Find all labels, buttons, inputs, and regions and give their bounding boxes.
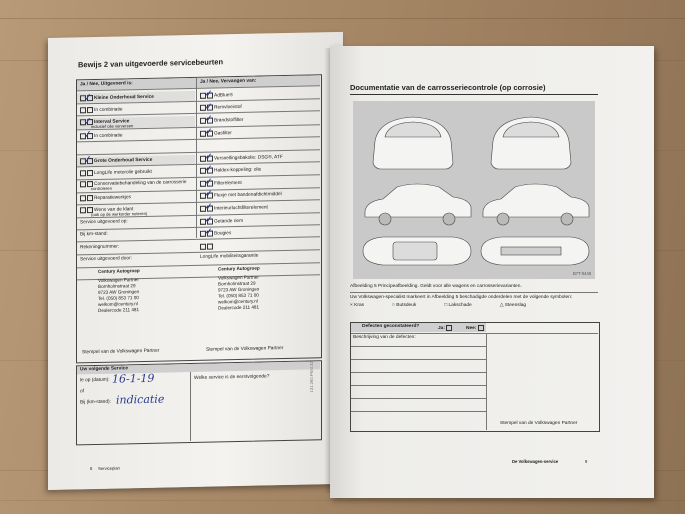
car-axle [501,247,561,255]
stamp-line: Bornholmstraat 29 [218,280,256,287]
stamp-line: Tel. (050) 853 71 00 [218,292,259,299]
col-left-header: Ja / Nee, Uitgevoerd is: [80,81,133,88]
stamp-line: welkom@century.nl [218,298,258,305]
check-mark [206,154,211,159]
row-label: Kleine Onderhoud Service [94,94,154,101]
check-mark [206,217,211,222]
stamp-line: 9723 AW Groningen [98,289,140,295]
row-label: Wens van de klant [94,206,134,213]
row-sublabel: (ook op de werkorder noteren) [91,210,148,218]
figure-caption: Afbeelding 5 Principeafbeelding. Geldt voor alle wagens en carrosserievarianten. [350,284,522,289]
symbol-lakschade: □ Lakschade [444,303,472,308]
write-line [351,346,486,347]
stamp-name: Century Autogroep [218,265,260,272]
car-diagram-drawing [353,101,595,279]
row-sublabel: controleren [91,185,112,192]
of-label: of [80,389,85,395]
row-label: Brandstoffilter [214,117,244,124]
stamp-line: welkom@century.nl [98,301,138,307]
symbol-label: Butsdeuk [396,303,417,308]
footer-section: Servicepian [98,465,120,471]
right-footer-section: De Volkswagen-service [512,459,559,464]
row-label: Bougies [214,230,232,237]
right-footer-page: 9 [585,459,588,464]
check-mark [206,191,211,196]
row-label: Filterelement [214,180,242,187]
symbol-steenslag: △ Steenslag [499,303,527,308]
next-date-label: le op (datum): [80,377,110,384]
row-label: Grote Onderhoud Service [94,157,153,164]
write-line [351,398,486,399]
stamp-caption-right: Stempel van de Volkswagen Partner [206,346,284,353]
check-mark [206,129,211,134]
stamp-line: Volkswagen Partner [218,274,259,281]
row-label: LongLife motorolie gebruikt [94,169,152,176]
stamp-line: Volkswagen Partner [98,277,139,283]
car-wheel [379,213,391,225]
car-wheel [443,213,455,225]
wood-grain [0,18,685,19]
which-service-label: Welke service is de eerstvolgende? [194,374,270,381]
stamp-line: Tel. (050) 853 71 00 [98,295,139,301]
stamp-line: Dealercode 211 481 [218,304,260,311]
row-label: Interval Service [94,118,130,125]
stamp-name: Century Autogroep [98,268,140,274]
write-line [351,385,486,386]
check-mark [206,91,211,96]
performed-by-label: Service uitgevoerd door: [80,256,132,263]
check-mark [85,94,90,99]
next-date-handwritten: 16-1-19 [112,371,155,386]
car-side-view-right [483,184,589,217]
check-mark [206,179,211,184]
km-handwritten: indicatie [116,392,165,407]
check-mark [85,156,90,161]
symbol-butsdeuk: ○ Butsdeuk [392,303,417,308]
row-label: Gasfilter [214,130,232,137]
defects-label: Defecten geconstateerd? [362,324,420,329]
stamp-caption-left: Stempel van de Volkswagen Partner [82,348,160,356]
left-page-title: Bewijs 2 van uitgevoerde servicebeurten [78,57,224,70]
symbol-label: Steenslag [504,303,527,308]
row-label: Haldex-koppeling: olie [214,167,262,174]
row-label: Flexje met bandenafdichtmiddel [214,191,282,199]
symbol-label: Kras [354,303,365,308]
longlife-guarantee: LongLife mobiliteitsgarantie [200,253,259,260]
symbol-kras: × Kras [350,303,365,308]
write-line [351,359,486,360]
side-code: 131.260.PKM.32 [309,361,314,393]
title-underline [350,94,598,95]
check-mark [85,131,90,136]
right-page-title: Documentatie van de carrosseriecontrole (op corrosie) [350,83,546,92]
next-service-divider [190,372,191,441]
service-date-label: Service uitgevoerd op: [80,219,128,226]
row-label: Getande riem [214,218,244,225]
caption-line [350,292,598,293]
check-mark [206,204,211,209]
check-mark [85,118,90,123]
footer-page-number: 8 [90,466,93,472]
row-sublabel: inclusief olie verversen [91,123,134,130]
car-wheel [497,213,509,225]
yes-option [438,325,453,331]
check-mark [206,116,211,121]
dealer-stamp-left [98,268,140,314]
left-page [48,32,343,490]
row-label: Interieurluchtfilterelement [214,204,268,212]
row-label: Conservatiebehandeling van de carrosserie [94,179,187,187]
write-line [351,411,486,412]
instruction-text: Uw Volkswagen-specialist markeert in Afbeelding 5 beschadigde onderdelen met de volgende symbolen: [350,295,573,300]
symbol-legend [350,303,526,308]
next-service-header: Uw volgende Service [80,366,128,373]
check-mark [206,166,211,171]
description-label: Beschrijving van de defecten: [353,335,416,340]
row-label: Reparatiewerkjes [94,194,132,201]
wood-grain [0,500,685,501]
no-option [466,325,485,331]
row-label: In combinatie [94,132,123,139]
stamp-line: Bornholmstraat 29 [98,283,136,289]
symbol-label: Lakschade [448,303,472,308]
right-stamp-caption: Stempel van de Volkswagen Partner [500,421,578,426]
car-roof [393,242,437,260]
no-label: Nee: [466,325,477,331]
row-label: Remvloeistof [214,104,242,111]
dealer-stamp-right [218,266,260,312]
stamp-line: Dealercode 211 481 [98,307,140,313]
car-wheel [561,213,573,225]
km-next-label: Bij (km-stand): [80,399,111,406]
right-page [330,46,654,498]
yes-checkbox[interactable] [446,325,452,331]
check-mark [206,229,211,234]
row-label: In combinatie [94,106,123,113]
write-line [351,372,486,373]
defects-divider [486,333,487,430]
invoice-label: Rekeningnummer: [80,244,120,251]
defects-line [351,333,598,334]
km-label: Bij km-stand: [80,231,108,238]
yes-label: Ja: [438,325,445,331]
check-mark [206,104,211,109]
car-side-view-left [365,184,471,217]
row-label: Versnellingsbakolie: DSG®, ATF [214,154,283,162]
no-checkbox[interactable] [478,325,484,331]
row-label: AdBlue® [214,92,234,99]
figure-code: B7T-0445 [573,271,592,276]
stamp-line: 9723 AW Groningen [218,286,260,293]
service-booklet [48,38,654,490]
col-right-header: Ja / Nee, Vervangen van: [200,78,257,85]
